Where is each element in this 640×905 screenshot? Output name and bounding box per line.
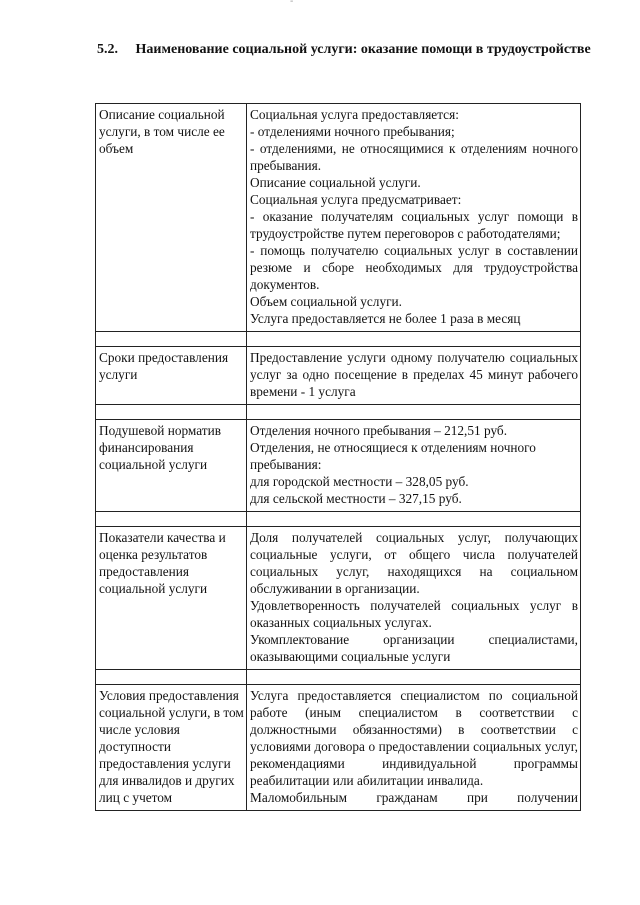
row-content: [247, 685, 581, 811]
content-line: Отделения ночного пребывания – 212,51 руб.: [250, 423, 508, 438]
content-line: Услуга предоставляется не более 1 раза в месяц: [250, 311, 521, 326]
content-line: - отделениями ночного пребывания;: [250, 124, 455, 139]
service-table: [95, 103, 581, 811]
content-line: Укомплектование организации специалистами, оказывающими социальные услуги: [250, 632, 578, 664]
content-line: - помощь получателю социальных услуг в составлении резюме и сборе необходимых для трудоустройства документов.: [250, 243, 578, 292]
row-spacer: [96, 332, 581, 347]
content-line: для сельской местности – 327,15 руб.: [250, 491, 462, 506]
section-number: 5.2.: [97, 42, 118, 57]
row-spacer: [96, 405, 581, 420]
content-line: Описание социальной услуги.: [250, 175, 421, 190]
content-line: Объем социальной услуги.: [250, 294, 402, 309]
content-line: Отделения, не относящиеся к отделениям ночного пребывания:: [250, 440, 536, 472]
content-line: Доля получателей социальных услуг, получающих социальные услуги, от общего числа получателей социальных услуг, находящихся на социальном обслуживании в организации.: [250, 530, 578, 596]
row-label: Сроки предоставления услуги: [96, 347, 247, 405]
row-content: [247, 104, 581, 332]
row-label: Подушевой норматив финансирования социальной услуги: [96, 420, 247, 512]
content-line: Социальная услуга предоставляется:: [250, 107, 459, 122]
section-title: Наименование социальной услуги: оказание помощи в трудоустройстве: [135, 42, 591, 57]
content-line: - оказание получателям социальных услуг помощи в трудоустройстве путем переговоров с работодателями;: [250, 209, 578, 241]
table-row-quality: [96, 527, 581, 670]
row-content: [247, 527, 581, 670]
row-content: [247, 420, 581, 512]
table-row-terms: [96, 347, 581, 405]
row-label: Показатели качества и оценка результатов предоставления социальной услуги: [96, 527, 247, 670]
table-row-conditions: [96, 685, 581, 811]
row-label: Условия предоставления социальной услуги, в том числе условия доступности предоставления услуги для инвалидов и других лиц с учетом: [96, 685, 247, 811]
page-marker: -: [290, 0, 294, 7]
content-line: Маломобильным гражданам при получении: [250, 790, 578, 805]
content-line: Предоставление услуги одному получателю социальных услуг за одно посещение в пределах 45 минут рабочего времени - 1 услуга: [250, 350, 578, 399]
row-content: [247, 347, 581, 405]
row-spacer: [96, 512, 581, 527]
row-spacer: [96, 670, 581, 685]
table-row-description: [96, 104, 581, 332]
content-line: Удовлетворенность получателей социальных услуг в оказанных социальных услугах.: [250, 598, 578, 630]
content-line: Социальная услуга предусматривает:: [250, 192, 462, 207]
content-line: Услуга предоставляется специалистом по социальной работе (иным специалистом в соответствии с должностными обязанностями) в соответствии с условиями договора о предоставлении социальных услуг, рекомендациями индивидуальной программы реабилитации или абилитации инвалида.: [250, 688, 578, 788]
content-line: для городской местности – 328,05 руб.: [250, 474, 469, 489]
content-line: - отделениями, не относящимися к отделениям ночного пребывания.: [250, 141, 578, 173]
row-label: Описание социальной услуги, в том числе ее объем: [96, 104, 247, 332]
section-heading: [97, 40, 607, 60]
table-row-financing: [96, 420, 581, 512]
